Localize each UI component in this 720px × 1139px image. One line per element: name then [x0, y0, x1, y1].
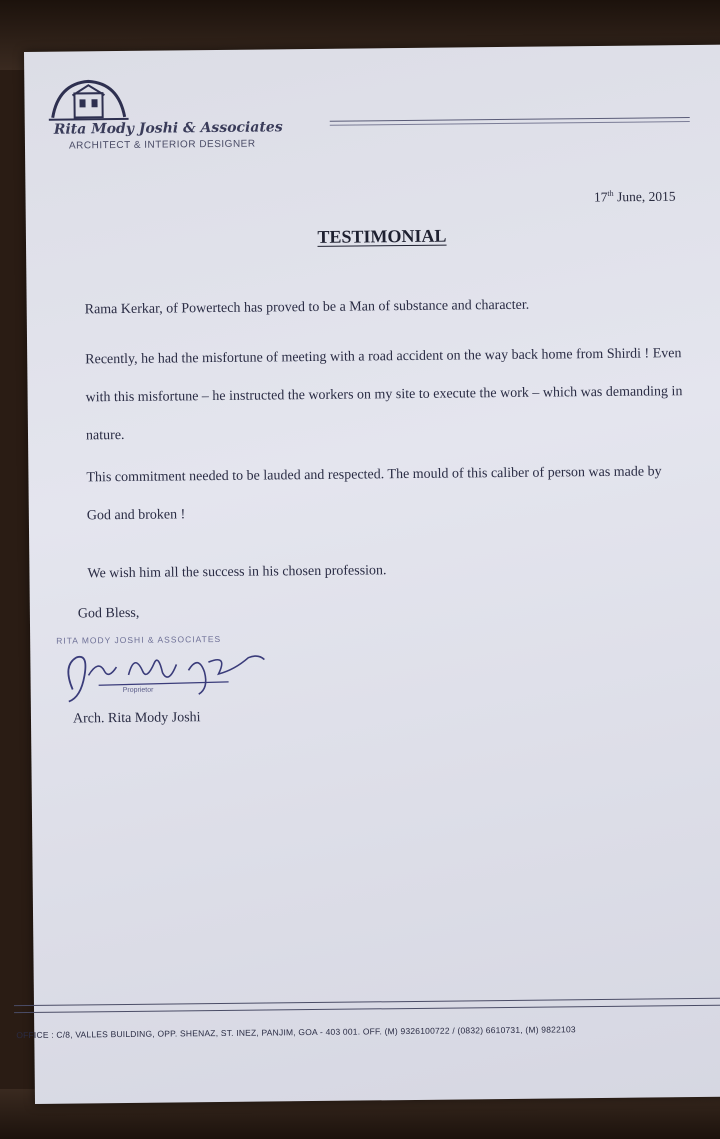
firm-name: Rita Mody Joshi & Associates	[53, 119, 283, 138]
date-month-year: June, 2015	[613, 188, 676, 205]
house-arch-logo-icon	[48, 77, 128, 124]
signer-name: Arch. Rita Mody Joshi	[72, 710, 201, 727]
date-suffix: th	[607, 188, 614, 198]
title-text: TESTIMONIAL	[317, 225, 447, 247]
footer-rule	[14, 997, 720, 1006]
letterhead-rule	[330, 121, 690, 126]
stamp-role: Proprietor	[122, 686, 154, 695]
letter-page	[16, 45, 720, 1104]
footer-address: OFFICE : C/8, VALLES BUILDING, OPP. SHENAZ, ST. INEZ, PANJIM, GOA - 403 001. OFF. (M) 9326100722 / (0832) 6610731, (M) 9822103	[16, 1024, 576, 1041]
handwritten-signature	[58, 643, 269, 703]
body-paragraph: We wish him all the success in his chosen profession.	[87, 563, 387, 582]
firm-stamp: RITA MODY JOSHI & ASSOCIATES	[56, 633, 222, 646]
letter-title	[26, 223, 720, 251]
closing-line: God Bless,	[77, 605, 140, 622]
body-paragraph: Rama Kerkar, of Powertech has proved to be a Man of substance and character.	[84, 297, 530, 318]
footer-rule	[14, 1004, 720, 1013]
body-paragraph: Recently, he had the misfortune of meeting with a road accident on the way back home from Shirdi ! Even with this misfortune – he instructed the workers on my site to execute the work – which was demanding in nature.	[85, 346, 683, 444]
firm-subtitle: ARCHITECT & INTERIOR DESIGNER	[68, 138, 256, 152]
letter-date	[594, 188, 676, 205]
body-paragraph: This commitment needed to be lauded and respected. The mould of this caliber of person was made by God and broken !	[86, 464, 662, 524]
date-day: 17	[593, 189, 608, 205]
